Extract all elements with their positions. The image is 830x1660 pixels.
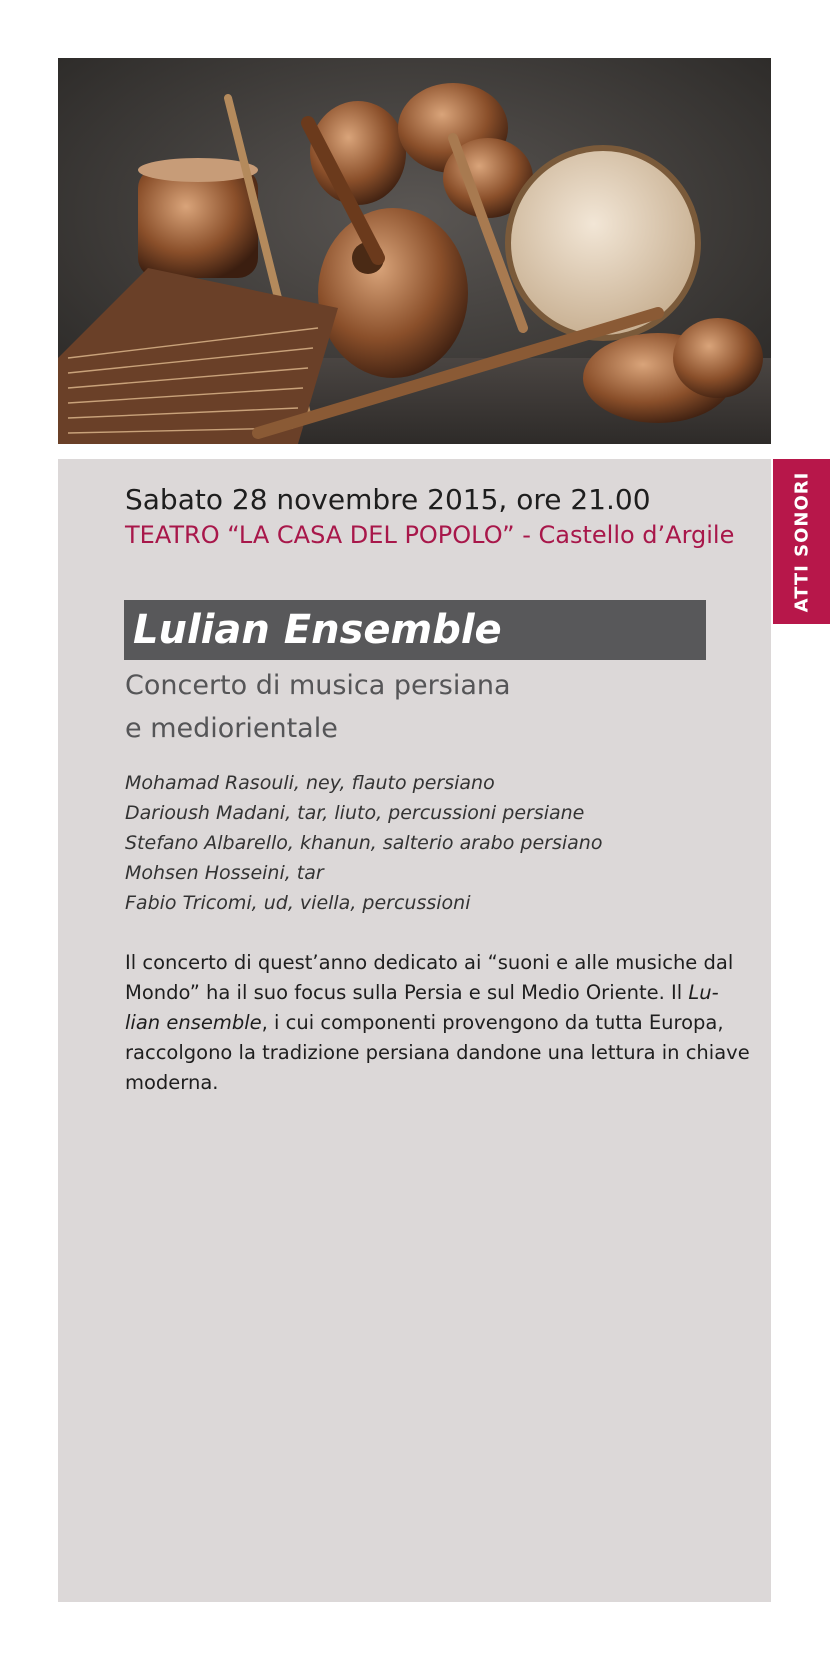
description-line — [125, 1068, 705, 1098]
performer-item: Mohamad Rasouli, ney, flauto persiano — [125, 772, 495, 794]
description-italic-text: Lu- — [688, 981, 719, 1004]
description-text: raccolgono la tradizione persiana dandone una lettura in chiave — [125, 1041, 750, 1064]
event-subtitle — [125, 664, 511, 750]
title-bar — [124, 600, 706, 660]
description-italic-text: lian ensemble — [125, 1011, 262, 1034]
event-title: Lulian Ensemble — [133, 607, 502, 653]
description-line — [125, 1038, 750, 1068]
performers-list — [125, 768, 602, 918]
performer-item: Fabio Tricomi, ud, viella, percussioni — [125, 892, 471, 914]
performer-item: Stefano Albarello, khanun, salterio arabo persiano — [125, 832, 603, 854]
description-text: moderna. — [125, 1071, 219, 1094]
section-tab-label: ATTI SONORI — [791, 471, 812, 612]
description-line — [125, 978, 719, 1008]
performer-item: Darioush Madani, tar, liuto, percussioni persiane — [125, 802, 585, 824]
event-date-time: Sabato 28 novembre 2015, ore 21.00 — [125, 483, 651, 516]
description-text: Mondo” ha il suo focus sulla Persia e sul Medio Oriente. Il — [125, 981, 683, 1004]
description-text: , i cui componenti provengono da tutta Europa, — [261, 1011, 724, 1034]
musical-instruments-photo-icon — [58, 58, 771, 444]
description-text: Il concerto di quest’anno dedicato ai “suoni e alle musiche dal — [125, 951, 734, 974]
performer-item: Mohsen Hosseini, tar — [125, 862, 324, 884]
instruments-photo — [58, 58, 771, 444]
description-line — [125, 1008, 724, 1038]
event-description — [125, 948, 750, 1098]
event-venue: TEATRO “LA CASA DEL POPOLO” - Castello d’Argile — [125, 521, 735, 549]
description-line — [125, 948, 734, 978]
subtitle-line: Concerto di musica persiana — [125, 670, 511, 701]
section-tab — [773, 459, 830, 624]
subtitle-line: e mediorientale — [125, 713, 338, 744]
